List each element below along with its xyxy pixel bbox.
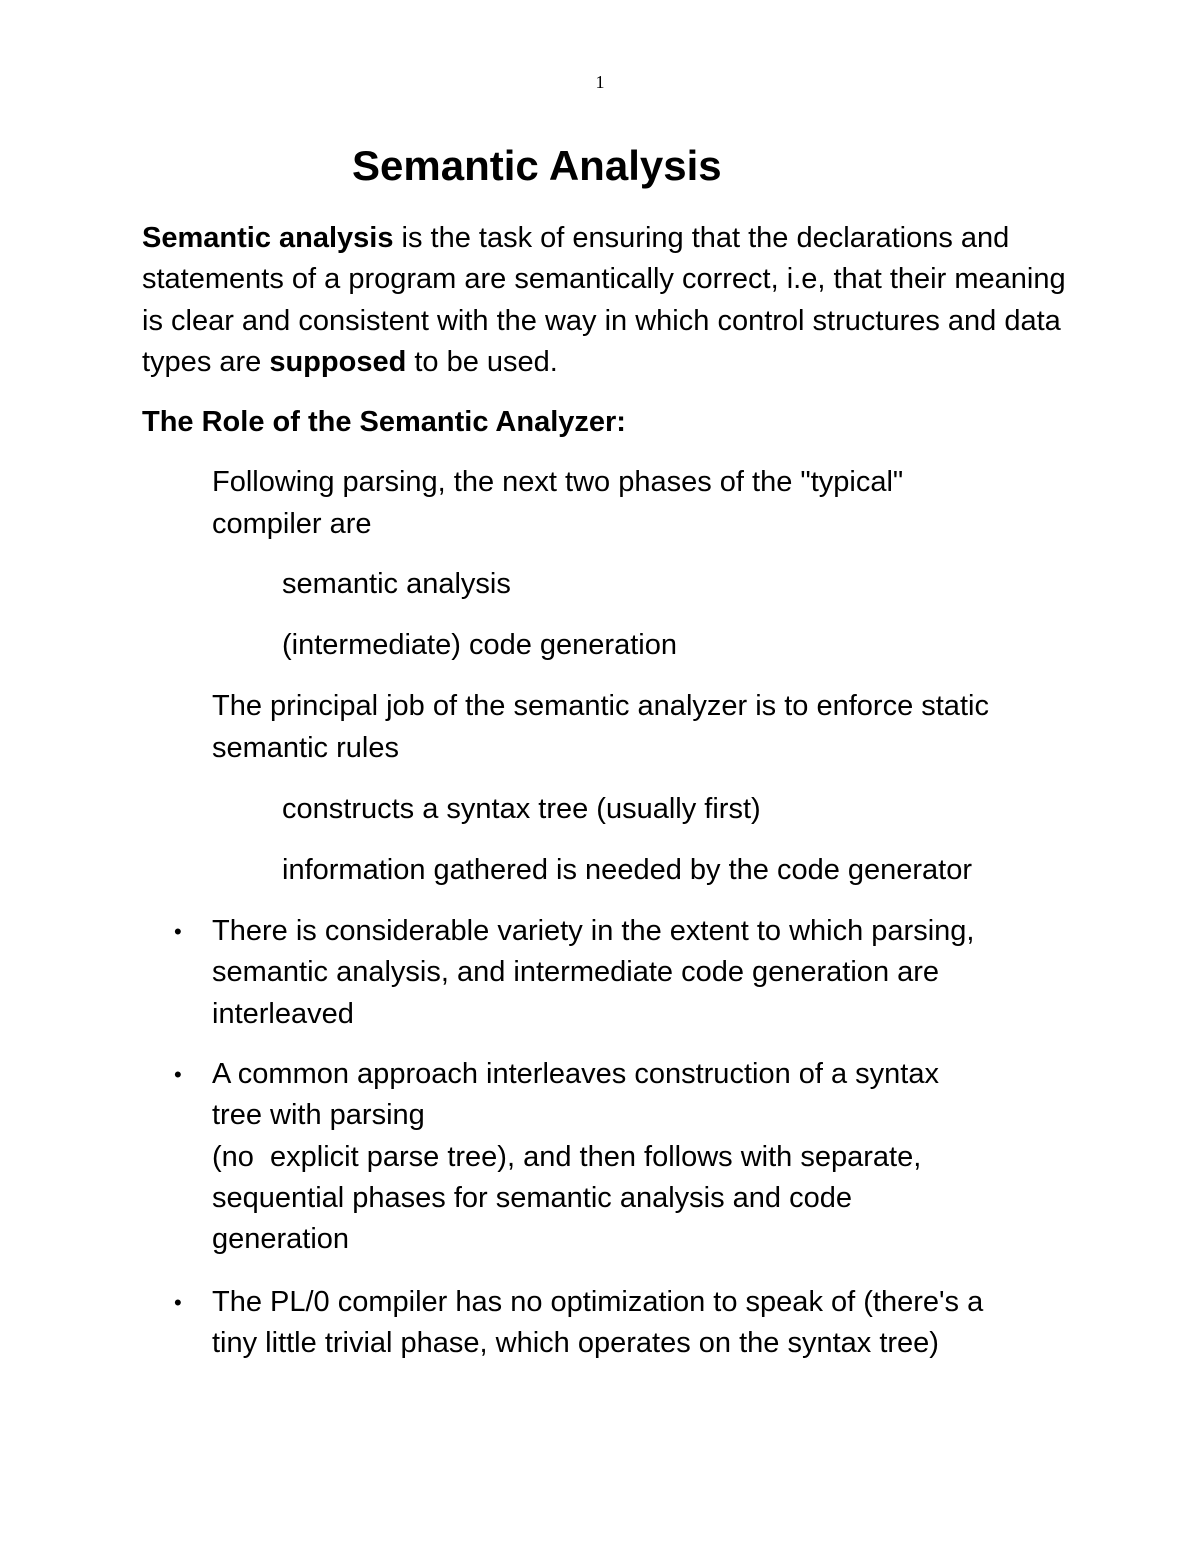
bullet-icon: • (174, 919, 182, 944)
bullet-line: sequential phases for semantic analysis and code (212, 1181, 852, 1214)
bullet-line: The PL/0 compiler has no optimization to speak of (there's a (212, 1286, 984, 1318)
role-paragraph-2-line-2: semantic rules (212, 732, 399, 764)
job-constructs-syntax-tree: constructs a syntax tree (usually first) (282, 793, 761, 825)
role-heading: The Role of the Semantic Analyzer: (142, 406, 626, 438)
phase-semantic-analysis: semantic analysis (282, 568, 511, 600)
intro-text-2: to be used. (406, 345, 558, 378)
bullet-line: There is considerable variety in the extent to which parsing, (212, 915, 975, 947)
bullet-line: interleaved (212, 997, 354, 1030)
bullet-line: A common approach interleaves construction of a syntax (212, 1058, 939, 1090)
intro-bold-lead: Semantic analysis (142, 222, 394, 254)
bullet-icon: • (174, 1290, 182, 1315)
bullet-line: semantic analysis, and intermediate code generation are (212, 956, 940, 989)
phase-code-generation: (intermediate) code generation (282, 629, 677, 661)
bullet-line: generation (212, 1223, 350, 1256)
bullet-line: tree with parsing (212, 1099, 425, 1132)
bullet-icon: • (174, 1062, 182, 1087)
role-paragraph-1-line-2: compiler are (212, 508, 372, 540)
bullet-line: (no explicit parse tree), and then follows with separate, (212, 1140, 922, 1173)
role-paragraph-2-line-1: The principal job of the semantic analyzer is to enforce static (212, 690, 989, 722)
bullet-line: tiny little trivial phase, which operates on the syntax tree) (212, 1327, 939, 1360)
intro-bold-supposed: supposed (269, 345, 407, 378)
document-title: Semantic Analysis (352, 142, 722, 189)
bullet-text (212, 1282, 1072, 1365)
bullet-text (212, 1054, 1072, 1260)
bullet-text (212, 911, 1072, 1035)
intro-paragraph (142, 218, 1082, 383)
page-number: 1 (595, 72, 605, 92)
role-paragraph-1-line-1: Following parsing, the next two phases of the "typical" (212, 466, 904, 498)
intro-text-1: is the task of ensuring that the declarations and statements of a program are semantically correct, i.e, that their meaning is clear and consistent with the way in which control structures and data types are (142, 222, 1066, 378)
job-information-gathered: information gathered is needed by the code generator (282, 854, 973, 886)
